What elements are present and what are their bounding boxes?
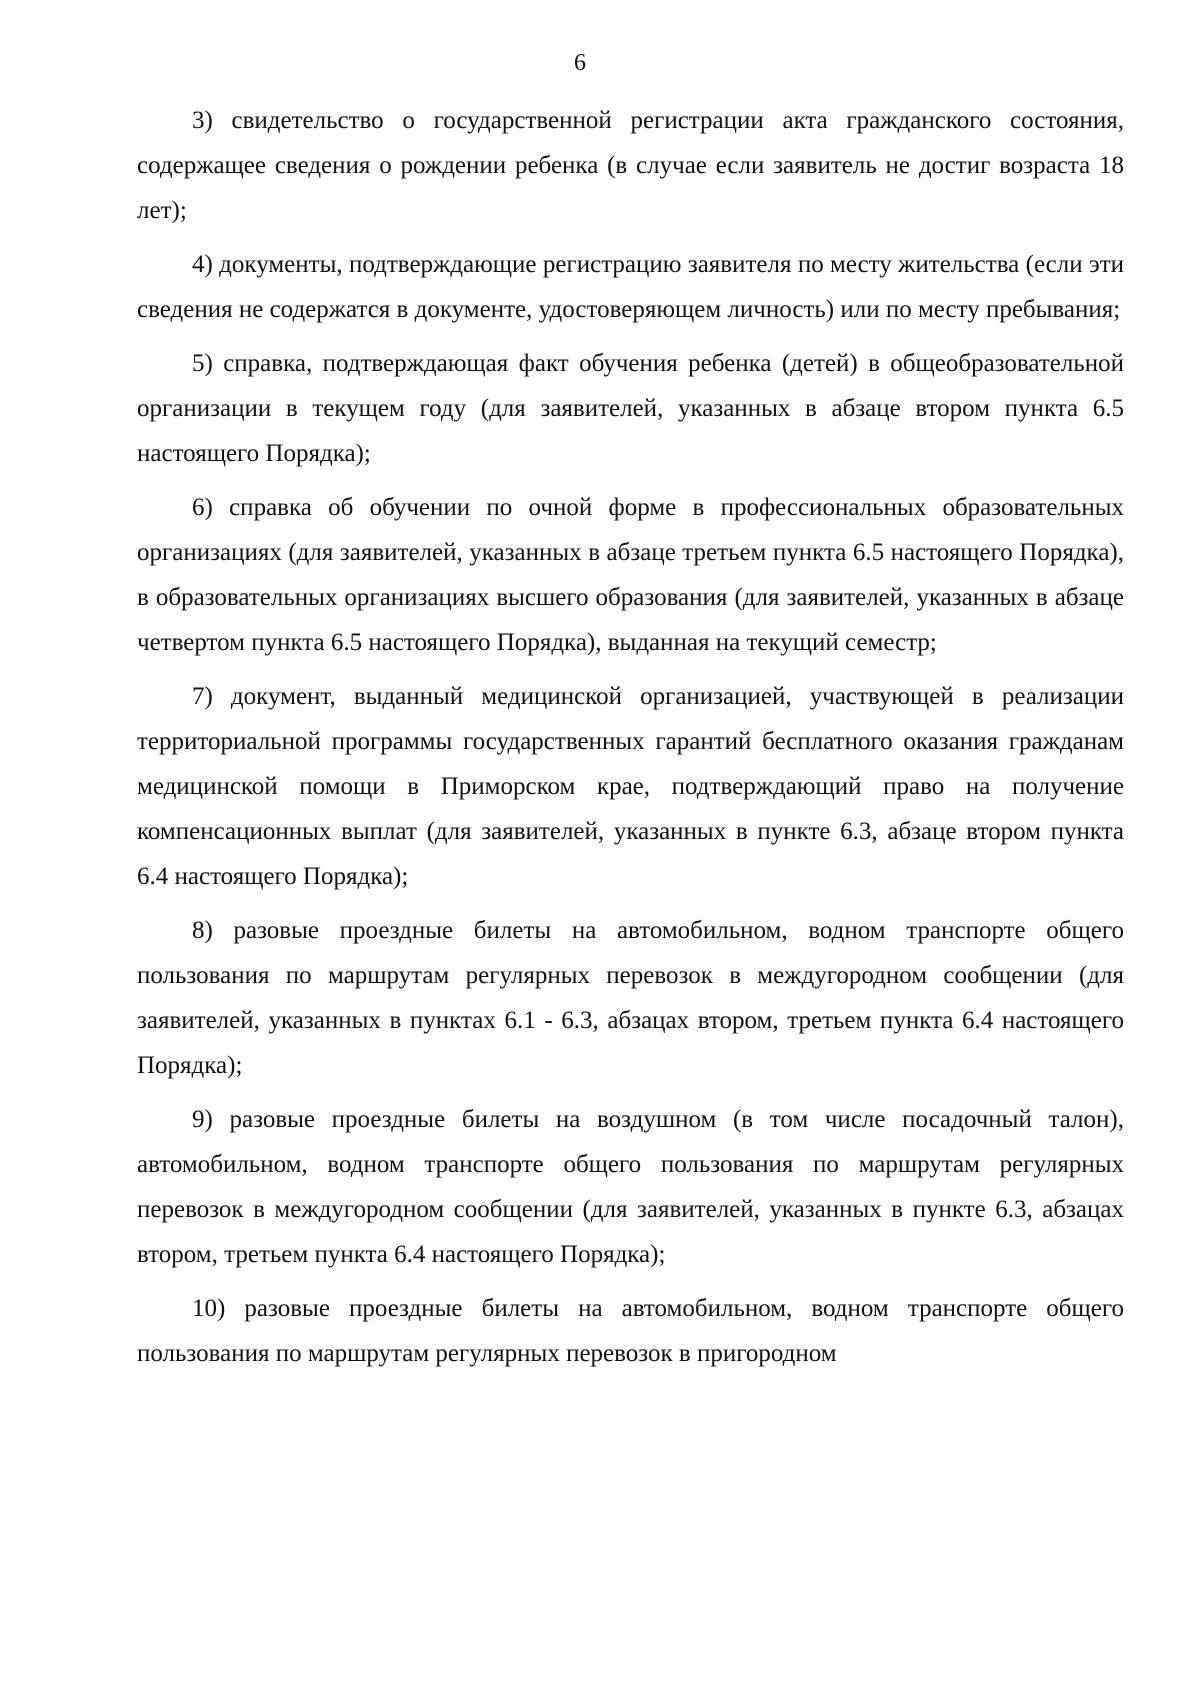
- document-body: [137, 98, 1124, 1385]
- page-number: 6: [574, 50, 586, 76]
- paragraph-item-8: 8) разовые проездные билеты на автомобильном, водном транспорте общего пользования по маршрутам регулярных перевозок в междугородном сообщении (для заявителей, указанных в пунктах 6.1 - 6.3, абзацах втором, третьем пункта 6.4 настоящего Порядка);: [137, 917, 1124, 1079]
- paragraph-item-4: 4) документы, подтверждающие регистрацию заявителя по месту жительства (если эти сведения не содержатся в документе, удостоверяющем личность) или по месту пребывания;: [137, 251, 1124, 323]
- paragraph-item-5: 5) справка, подтверждающая факт обучения ребенка (детей) в общеобразовательной организации в текущем году (для заявителей, указанных в абзаце втором пункта 6.5 настоящего Порядка);: [137, 350, 1124, 467]
- paragraph-item-3: 3) свидетельство о государственной регистрации акта гражданского состояния, содержащее сведения о рождении ребенка (в случае если заявитель не достиг возраста 18 лет);: [137, 107, 1124, 224]
- paragraph-item-6: 6) справка об обучении по очной форме в профессиональных образовательных организациях (для заявителей, указанных в абзаце третьем пункта 6.5 настоящего Порядка), в образовательных организациях высшего образования (для заявителей, указанных в абзаце четвертом пункта 6.5 настоящего Порядка), выданная на текущий семестр;: [137, 494, 1124, 656]
- paragraph-item-7: 7) документ, выданный медицинской организацией, участвующей в реализации территориальной программы государственных гарантий бесплатного оказания гражданам медицинской помощи в Приморском крае, подтверждающий право на получение компенсационных выплат (для заявителей, указанных в пункте 6.3, абзаце втором пункта 6.4 настоящего Порядка);: [137, 683, 1124, 890]
- paragraph-item-9: 9) разовые проездные билеты на воздушном (в том числе посадочный талон), автомобильном, водном транспорте общего пользования по маршрутам регулярных перевозок в междугородном сообщении (для заявителей, указанных в пункте 6.3, абзацах втором, третьем пункта 6.4 настоящего Порядка);: [137, 1106, 1124, 1268]
- paragraph-item-10: 10) разовые проездные билеты на автомобильном, водном транспорте общего пользования по маршрутам регулярных перевозок в пригородном: [137, 1295, 1124, 1367]
